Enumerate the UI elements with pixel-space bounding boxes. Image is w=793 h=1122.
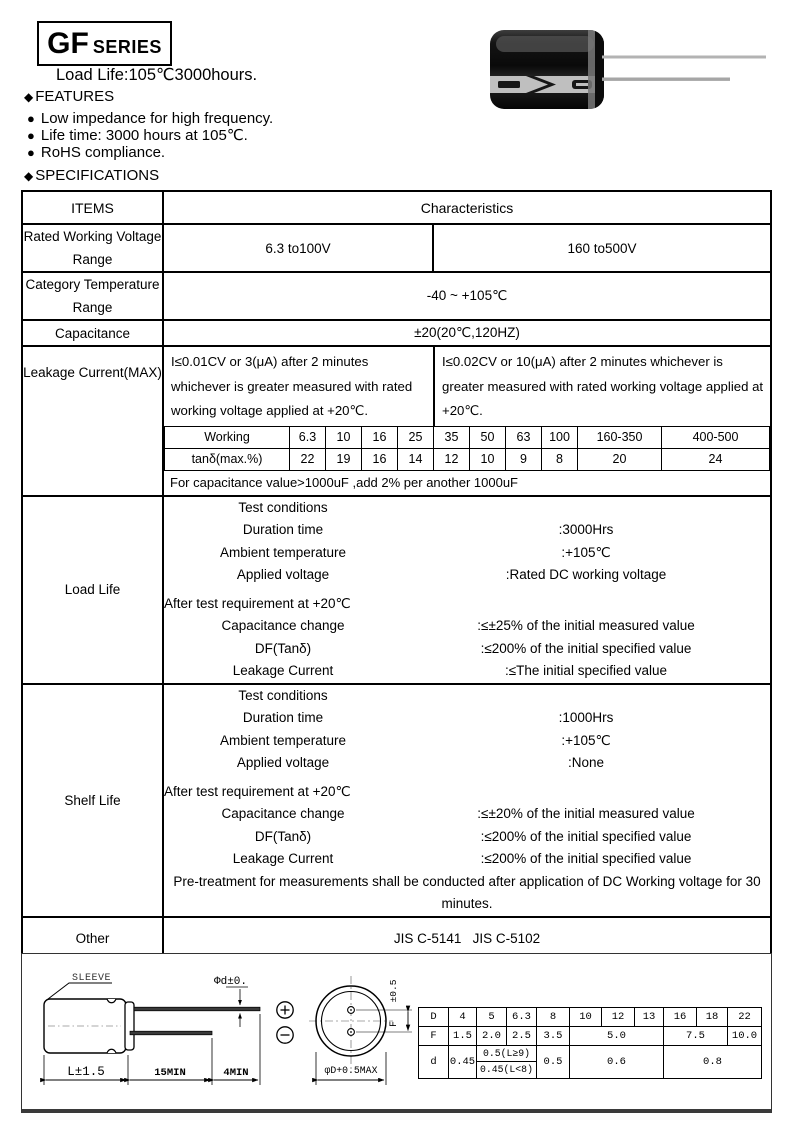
requirement-value: :≤±20% of the initial measured value <box>477 806 695 821</box>
voltage-col: 63 <box>506 426 542 448</box>
requirement-name: Capacitance change <box>221 806 345 821</box>
tan-value: 9 <box>506 448 542 470</box>
dim-cell: 0.5(L≥9) <box>477 1046 537 1062</box>
voltage-col: 10 <box>326 426 362 448</box>
leakage-high-voltage-text: I≤0.02CV or 10(μA) after 2 minutes whichever is greater measured with rated working voltage applied at +20℃. <box>442 354 764 418</box>
table-row <box>165 426 770 448</box>
condition-name: Ambient temperature <box>219 732 347 748</box>
requirement-value: :≤200% of the initial specified value <box>480 640 692 656</box>
dim-cell: 6.3 <box>507 1008 537 1027</box>
capacitor-lead <box>130 1031 212 1035</box>
table-row <box>419 1027 762 1046</box>
leakage-low-voltage-text: I≤0.01CV or 3(μA) after 2 minutes whichever is greater measured with rated working voltage applied at +20℃. <box>164 347 435 426</box>
dim-cell: 2.0 <box>477 1027 507 1046</box>
requirement-value: :≤±25% of the initial measured value <box>477 618 695 633</box>
diamond-icon: ◆ <box>24 89 34 104</box>
condition-value: :+105℃ <box>561 544 611 560</box>
dim-cell: 22 <box>728 1008 762 1027</box>
condition-name: Duration time <box>242 522 324 537</box>
voltage-col: 16 <box>362 426 398 448</box>
tan-value: 19 <box>326 448 362 470</box>
voltage-col: 35 <box>434 426 470 448</box>
condition-value: :+105℃ <box>561 732 611 748</box>
dim-cell: 1.5 <box>449 1027 477 1046</box>
load-life-label: Load Life <box>22 496 163 684</box>
lead-diameter-label: Φd±0. <box>214 976 248 988</box>
requirement-name: Leakage Current <box>232 663 334 678</box>
working-voltage-label: Working <box>165 426 290 448</box>
dim-cell: 12 <box>602 1008 635 1027</box>
condition-value: :3000Hrs <box>558 522 614 537</box>
capacitance-value: ±20(20℃,120HZ) <box>163 320 771 346</box>
dim-cell: 13 <box>635 1008 664 1027</box>
voltage-col: 100 <box>542 426 578 448</box>
table-row <box>22 346 771 496</box>
requirement-name: DF(Tanδ) <box>254 828 312 844</box>
requirement-name: Leakage Current <box>232 851 334 866</box>
dim-cell: 5 <box>477 1008 507 1027</box>
body-length-label: L±1.5 <box>67 1065 105 1079</box>
items-header: ITEMS <box>22 191 163 224</box>
list-item <box>27 127 273 144</box>
dim-cell: 0.5 <box>537 1046 570 1079</box>
features-heading-label: FEATURES <box>35 88 115 105</box>
specifications-heading <box>24 167 159 184</box>
load-life-subtitle: Load Life:105℃3000hours. <box>56 66 258 84</box>
other-value: JIS C-5141 JIS C-5102 <box>163 917 771 961</box>
condition-heading: Test conditions <box>238 499 328 515</box>
body-diameter-label: φD+0.5MAX <box>324 1065 378 1076</box>
condition-value: :1000Hrs <box>558 710 614 725</box>
feature-text: Life time: 3000 hours at 105℃. <box>40 127 248 144</box>
capacitor-lead <box>602 56 766 59</box>
list-item <box>27 144 273 161</box>
lead-tip-label: 4MIN <box>223 1067 249 1079</box>
capacitance-label: Capacitance <box>22 320 163 346</box>
dim-cell: 16 <box>664 1008 697 1027</box>
dim-header: F <box>419 1027 449 1046</box>
dim-cell: 0.45 <box>449 1046 477 1079</box>
condition-name: Ambient temperature <box>219 544 347 560</box>
tan-delta-label: tanδ(max.%) <box>165 448 290 470</box>
bullet-icon: ● <box>27 145 35 160</box>
tan-value: 10 <box>470 448 506 470</box>
table-row <box>22 320 771 346</box>
rated-voltage-label: Rated Working Voltage Range <box>22 224 163 272</box>
tan-value: 22 <box>290 448 326 470</box>
table-row <box>165 448 770 470</box>
capacitor-side-view <box>44 999 260 1053</box>
dim-cell: 2.5 <box>507 1027 537 1046</box>
table-row <box>22 684 771 917</box>
tan-value: 16 <box>362 448 398 470</box>
after-test-heading: After test requirement at +20℃ <box>164 595 351 611</box>
voltage-col: 400-500 <box>662 426 770 448</box>
category-temp-value: -40 ~ +105℃ <box>163 272 771 320</box>
rated-voltage-low: 6.3 to100V <box>163 224 433 272</box>
table-row <box>22 272 771 320</box>
rated-voltage-high: 160 to500V <box>433 224 771 272</box>
series-suffix: SERIES <box>92 37 162 57</box>
table-row <box>22 496 771 684</box>
dim-cell: 7.5 <box>664 1027 728 1046</box>
condition-name: Applied voltage <box>236 755 330 770</box>
condition-heading: Test conditions <box>238 687 328 703</box>
dimension-table <box>418 1007 762 1079</box>
dim-cell: 18 <box>697 1008 728 1027</box>
shelf-life-cell <box>163 684 771 917</box>
feature-text: RoHS compliance. <box>40 144 166 161</box>
dim-header: D <box>419 1008 449 1027</box>
voltage-col: 160-350 <box>578 426 662 448</box>
capacitor-lead <box>134 1007 260 1011</box>
tan-value: 20 <box>578 448 662 470</box>
tan-value: 24 <box>662 448 770 470</box>
characteristics-header: Characteristics <box>163 191 771 224</box>
positive-terminal-icon <box>277 1002 293 1018</box>
leakage-note: For capacitance value>1000uF ,add 2% per another 1000uF <box>170 474 518 490</box>
tan-value: 8 <box>542 448 578 470</box>
diamond-icon: ◆ <box>24 168 34 183</box>
dim-cell: 5.0 <box>570 1027 664 1046</box>
leakage-cell <box>163 346 771 496</box>
sleeve-label: SLEEVE <box>72 973 112 984</box>
bullet-icon: ● <box>27 111 35 126</box>
dim-cell: 0.6 <box>570 1046 664 1079</box>
feature-text: Low impedance for high frequency. <box>40 110 274 127</box>
tan-value: 12 <box>434 448 470 470</box>
table-row <box>419 1046 762 1062</box>
dim-cell: 0.45(L<8) <box>477 1062 537 1079</box>
requirement-value: :≤200% of the initial specified value <box>480 851 692 866</box>
voltage-col: 50 <box>470 426 506 448</box>
load-life-cell <box>163 496 771 684</box>
specifications-heading-label: SPECIFICATIONS <box>35 167 160 184</box>
table-row <box>22 224 771 272</box>
capacitor-lead <box>602 78 730 81</box>
dim-cell: 8 <box>537 1008 570 1027</box>
voltage-col: 25 <box>398 426 434 448</box>
features-heading <box>24 88 114 105</box>
lead-length-label: 15MIN <box>154 1067 186 1079</box>
dimension-drawing-section <box>21 953 772 1113</box>
series-name: GF <box>47 26 89 60</box>
requirement-value: :≤The initial specified value <box>505 663 667 678</box>
requirement-value: :≤200% of the initial specified value <box>480 828 692 844</box>
leakage-label: Leakage Current(MAX) <box>22 346 163 496</box>
shelf-life-label: Shelf Life <box>22 684 163 917</box>
requirement-name: DF(Tanδ) <box>254 640 312 656</box>
feature-list <box>27 110 273 161</box>
dim-cell: 10.0 <box>728 1027 762 1046</box>
f-dimension-label: F <box>389 1020 400 1028</box>
condition-value: :Rated DC working voltage <box>505 567 667 582</box>
negative-terminal-icon <box>277 1027 293 1043</box>
leakage-texts <box>164 347 770 426</box>
capacitor-outline-drawing <box>22 954 442 1106</box>
condition-name: Applied voltage <box>236 567 330 582</box>
condition-name: Duration time <box>242 710 324 725</box>
dim-cell: 0.8 <box>664 1046 762 1079</box>
dim-cell: 3.5 <box>537 1027 570 1046</box>
condition-value: :None <box>567 755 605 770</box>
bullet-icon: ● <box>27 128 35 143</box>
list-item <box>27 110 273 127</box>
series-title-box <box>37 21 172 66</box>
capacitor-photo <box>488 27 770 112</box>
after-test-heading: After test requirement at +20℃ <box>164 783 351 799</box>
tan-delta-table <box>164 426 770 471</box>
f-tolerance-label: ±0.5 <box>388 979 399 1003</box>
other-label: Other <box>22 917 163 961</box>
voltage-col: 6.3 <box>290 426 326 448</box>
dim-cell: 10 <box>570 1008 602 1027</box>
specifications-table <box>21 190 772 962</box>
dim-header: d <box>419 1046 449 1079</box>
dim-cell: 4 <box>449 1008 477 1027</box>
pretreatment-note: Pre-treatment for measurements shall be conducted after application of DC Working voltage for 30 minutes. <box>173 873 761 911</box>
tan-value: 14 <box>398 448 434 470</box>
requirement-name: Capacitance change <box>221 618 345 633</box>
table-row <box>22 191 771 224</box>
category-temp-label: Category Temperature Range <box>22 272 163 320</box>
table-row <box>419 1008 762 1027</box>
capacitor-end-view <box>309 976 393 1072</box>
